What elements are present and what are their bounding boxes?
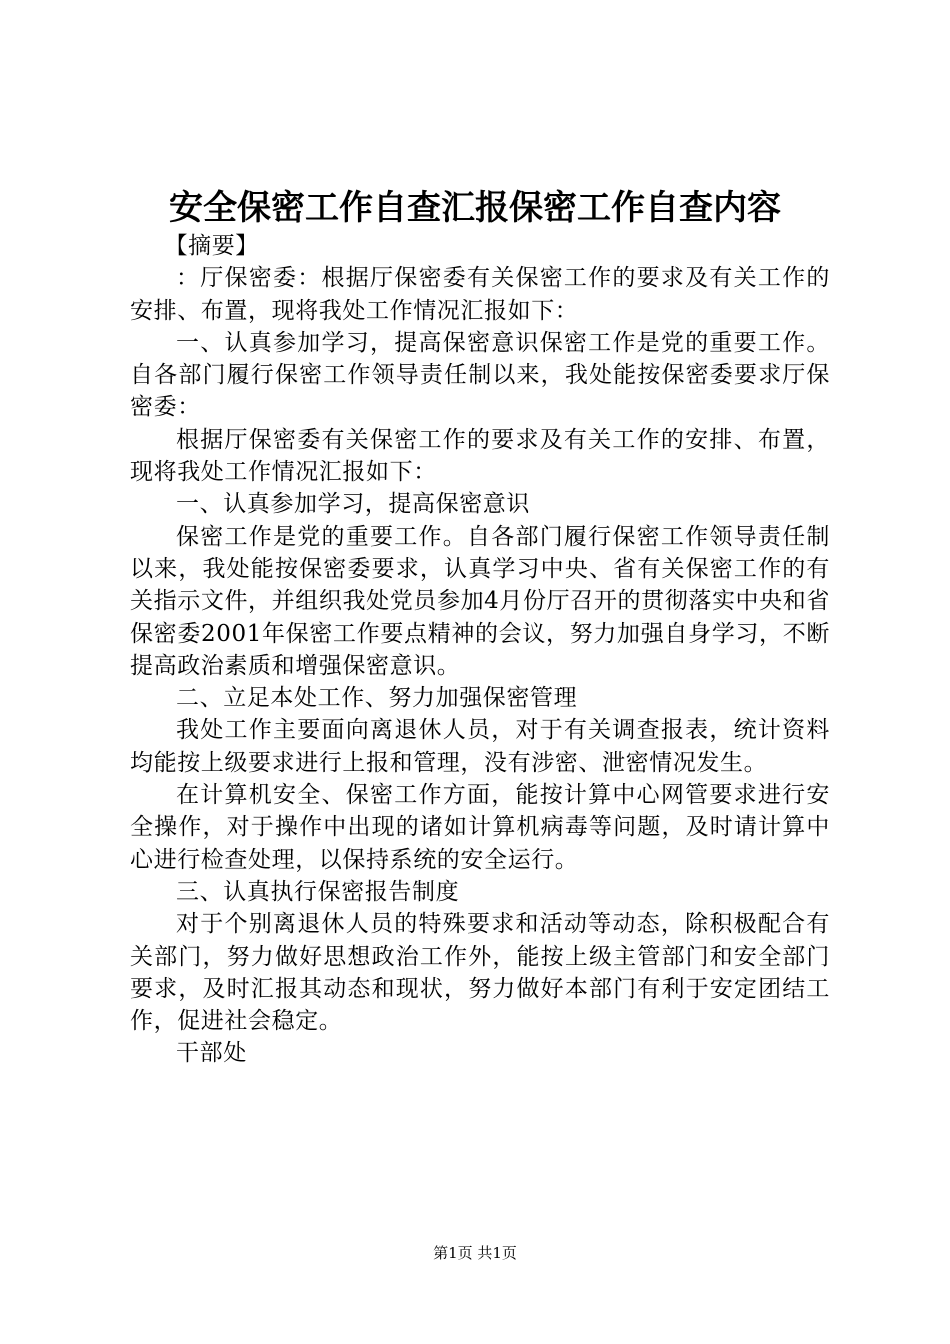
signature-department: 干部处	[176, 1040, 247, 1067]
paragraph-summary: 一、认真参加学习，提高保密意识保密工作是党的重要工作。自各部门履行保密工作领导责任制以来，我处能按保密委要求厅保密委：	[130, 329, 830, 421]
abstract-heading: 【摘要】	[164, 233, 259, 259]
paragraph-intro: ：厅保密委：根据厅保密委有关保密工作的要求及有关工作的安排、布置，现将我处工作情况汇报如下：	[130, 265, 830, 324]
paragraph-section-2b: 在计算机安全、保密工作方面，能按计算中心网管要求进行安全操作，对于操作中出现的诸如计算机病毒等问题，及时请计算中心进行检查处理，以保持系统的安全运行。	[130, 782, 830, 873]
page-footer: 第1页 共1页	[433, 1244, 517, 1262]
section-heading-3: 三、认真执行保密报告制度	[176, 878, 460, 905]
paragraph-opening: 根据厅保密委有关保密工作的要求及有关工作的安排、布置，现将我处工作情况汇报如下：	[130, 426, 830, 486]
document-title: 安全保密工作自查汇报保密工作自查内容	[169, 188, 781, 228]
section-heading-1: 一、认真参加学习，提高保密意识	[176, 491, 530, 518]
paragraph-section-2a: 我处工作主要面向离退休人员，对于有关调查报表，统计资料均能按上级要求进行上报和管理，没有涉密、泄密情况发生。	[130, 717, 830, 776]
paragraph-section-1: 保密工作是党的重要工作。自各部门履行保密工作领导责任制以来，我处能按保密委要求，认真学习中央、省有关保密工作的有关指示文件，并组织我处党员参加4月份厅召开的贯彻落实中央和省保密委2001年保密工作要点精神的会议，努力加强自身学习，不断提高政治素质和增强保密意识。	[130, 523, 830, 679]
paragraph-section-3: 对于个别离退休人员的特殊要求和活动等动态，除积极配合有关部门，努力做好思想政治工作外，能按上级主管部门和安全部门要求，及时汇报其动态和现状，努力做好本部门有利于安定团结工作，促进社会稳定。	[130, 911, 830, 1035]
section-heading-2: 二、立足本处工作、努力加强保密管理	[176, 685, 578, 712]
document-body	[130, 230, 830, 1070]
